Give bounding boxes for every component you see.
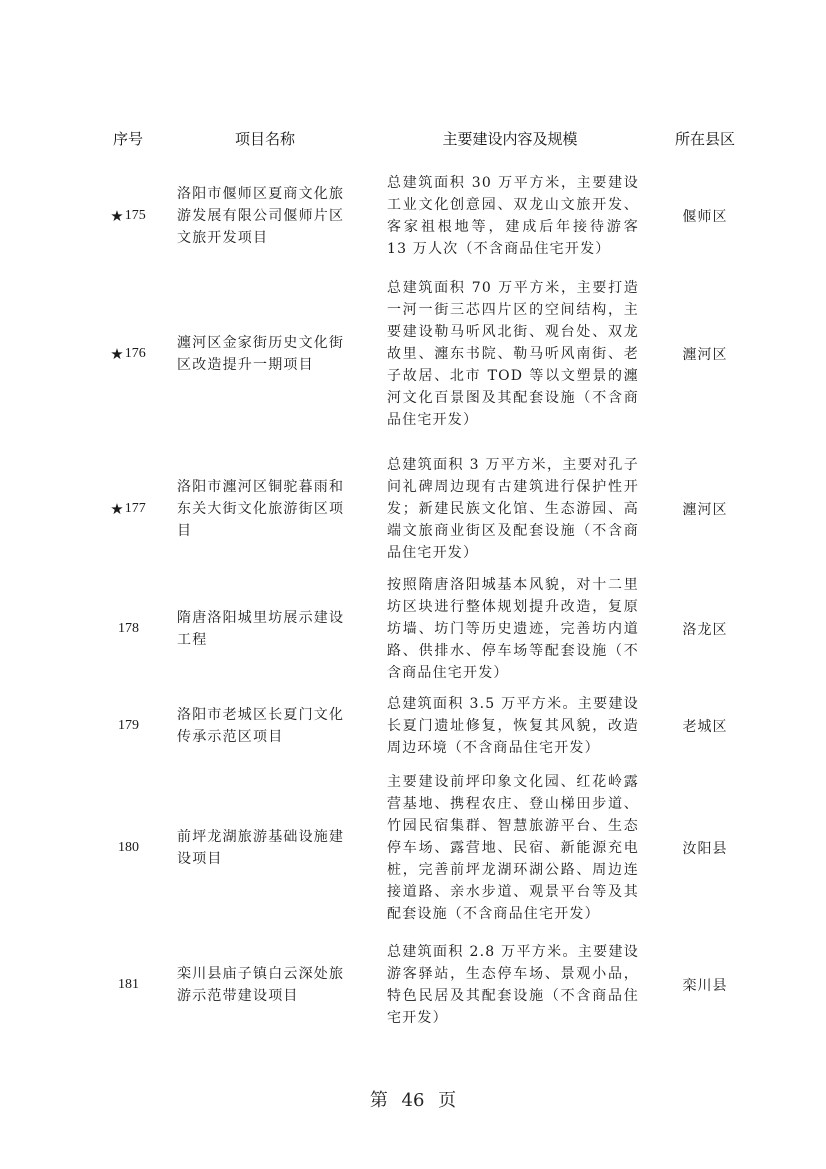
table-row [0,454,826,564]
project-desc: 总建筑面积 70 万平方米，主要打造一河一街三芯四片区的空间结构，主要建设勒马听风北街、观台处、双龙故里、瀍东书院、勒马听风南街、老子故居、北市 TOD 等以文塑景的瀍河文化百景图及其配套设施（不含商品住宅开发） [387,280,639,428]
county-cell [665,277,745,431]
seq-cell [98,277,158,431]
project-desc: 总建筑面积 30 万平方米，主要建设工业文化创意园、双龙山文旅开发、客家祖根地等，建成后年接待游客 13 万人次（不含商品住宅开发） [387,175,639,257]
seq-cell [98,693,158,759]
name-cell [177,574,353,684]
header-desc: 主要建设内容及规模 [442,130,578,148]
project-name: 前坪龙湖旅游基础设施建设项目 [177,829,345,867]
table-row [0,277,826,431]
name-cell [177,941,353,1029]
seq-number: 177 [124,501,146,516]
desc-cell [387,771,639,925]
page-number: 第 46 页 [369,1090,457,1111]
header-name: 项目名称 [234,130,295,148]
seq-cell [98,454,158,564]
table-row [0,941,826,1029]
project-name: 隋唐洛阳城里坊展示建设工程 [177,610,345,648]
table-row [0,771,826,925]
seq-cell [98,574,158,684]
seq-number: 175 [124,208,146,223]
table-header [0,128,826,152]
star-icon: ★ [110,501,124,518]
table-row [0,172,826,260]
desc-cell [387,454,639,564]
table-row [0,574,826,684]
name-cell [177,172,353,260]
desc-cell [387,574,639,684]
county-name: 栾川县 [682,978,728,994]
county-name: 汝阳县 [682,841,728,857]
county-name: 洛龙区 [682,622,728,638]
desc-cell [387,693,639,759]
seq-number: 180 [118,840,139,855]
county-name: 老城区 [682,719,728,735]
name-cell [177,454,353,564]
project-name: 栾川县庙子镇白云深处旅游示范带建设项目 [177,966,345,1004]
star-icon: ★ [110,208,124,225]
county-cell [665,941,745,1029]
seq-number: 176 [124,346,146,361]
seq-cell [98,941,158,1029]
name-cell [177,771,353,925]
seq-cell [98,771,158,925]
desc-cell [387,172,639,260]
star-icon: ★ [110,346,124,363]
county-cell [665,693,745,759]
desc-cell [387,941,639,1029]
seq-number: 181 [118,977,139,992]
project-desc: 总建筑面积 3.5 万平方米。主要建设长夏门遗址修复，恢复其风貌，改造周边环境（不含商品住宅开发） [387,696,639,756]
project-desc: 总建筑面积 2.8 万平方米。主要建设游客驿站，生态停车场、景观小品，特色民居及其配套设施（不含商品住宅开发） [387,944,639,1026]
county-name: 瀍河区 [682,502,728,518]
project-name: 洛阳市老城区长夏门文化传承示范区项目 [177,707,345,745]
header-seq: 序号 [112,130,143,148]
project-name: 洛阳市瀍河区铜驼暮雨和东关大街文化旅游街区项目 [177,479,345,539]
header-county: 所在县区 [674,130,735,148]
county-cell [665,771,745,925]
name-cell [177,277,353,431]
project-desc: 主要建设前坪印象文化园、红花岭露营基地、携程农庄、登山梯田步道、竹园民宿集群、智慧旅游平台、生态停车场、露营地、民宿、新能源充电桩，完善前坪龙湖环湖公路、周边连接道路、亲水步道、观景平台等及其配套设施（不含商品住宅开发） [387,774,639,922]
county-name: 瀍河区 [682,347,728,363]
project-name: 瀍河区金家街历史文化街区改造提升一期项目 [177,335,345,373]
county-name: 偃师区 [682,209,728,225]
county-cell [665,172,745,260]
seq-number: 179 [118,718,139,733]
project-desc: 总建筑面积 3 万平方米，主要对孔子问礼碑周边现有古建筑进行保护性开发；新建民族文化馆、生态游园、高端文旅商业街区及配套设施（不含商品住宅开发） [387,457,639,561]
county-cell [665,454,745,564]
seq-cell [98,172,158,260]
name-cell [177,693,353,759]
table-row [0,693,826,759]
seq-number: 178 [118,621,139,636]
county-cell [665,574,745,684]
desc-cell [387,277,639,431]
project-name: 洛阳市偃师区夏商文化旅游发展有限公司偃师片区文旅开发项目 [177,186,345,246]
project-desc: 按照隋唐洛阳城基本风貌，对十二里坊区块进行整体规划提升改造，复原坊墙、坊门等历史遗迹，完善坊内道路、供排水、停车场等配套设施（不含商品住宅开发） [387,577,639,681]
